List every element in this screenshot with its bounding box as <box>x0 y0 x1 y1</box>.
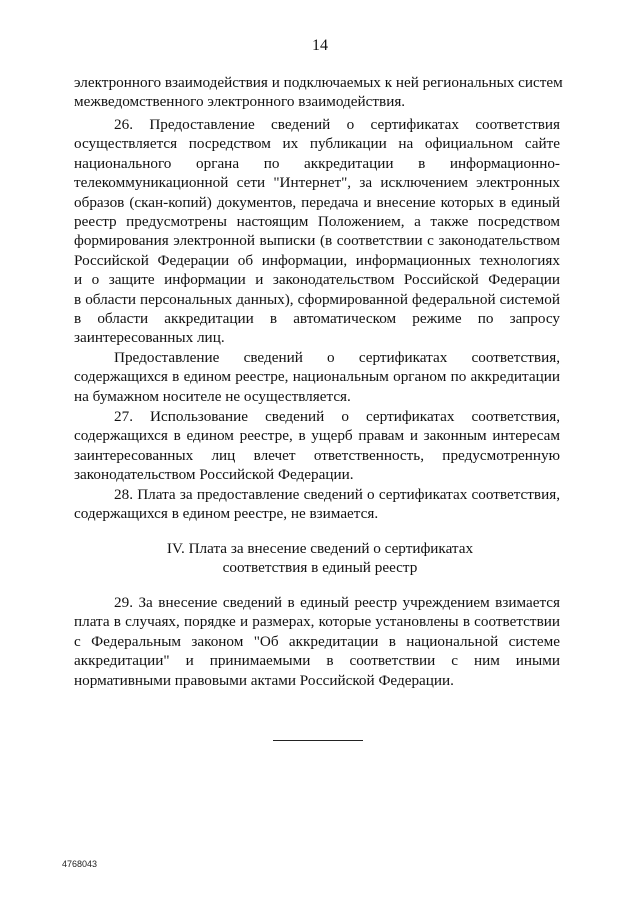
text-line: 29. За внесение сведений в единый реестр учреждением взимается <box>114 594 560 611</box>
text-line: содержащихся в едином реестре, не взимается. <box>74 505 379 523</box>
text-line: заинтересованных лиц. <box>74 329 225 347</box>
text-line: на бумажном носителе не осуществляется. <box>74 387 351 405</box>
text-line: Предоставление сведений о сертификатах соответствия, <box>114 349 560 366</box>
text-line: и о защите информации и законодательством Российской Федерации <box>74 271 560 289</box>
section-heading-line: соответствия в единый реестр <box>222 559 418 577</box>
text-line: межведомственного электронного взаимодействия. <box>74 93 406 111</box>
paragraph-28 <box>74 485 560 524</box>
text-line: телекоммуникационной сети "Интернет", за исключением электронных <box>74 174 560 192</box>
paragraph-26-paper <box>74 348 560 406</box>
text-line: национального органа по аккредитации в информационно- <box>74 154 560 172</box>
text-line: аккредитации" и принимаемыми в соответствии с ним иными <box>74 652 560 670</box>
continuation-paragraph <box>74 73 563 112</box>
text-line: Российской Федерации об информации, информационных технологиях <box>74 251 560 269</box>
page-number: 14 <box>312 37 328 54</box>
paragraph-29 <box>74 593 560 690</box>
text-line: 27. Использование сведений о сертификатах соответствия, <box>114 408 560 425</box>
text-line: нормативными правовыми актами Российской Федерации. <box>74 671 454 689</box>
section-heading-line: IV. Плата за внесение сведений о сертификатах <box>166 540 474 557</box>
text-line: законодательством Российской Федерации. <box>74 466 354 484</box>
end-divider <box>273 740 363 741</box>
text-line: содержащихся в едином реестре, в ущерб правам и законным интересам <box>74 427 560 445</box>
document-code: 4768043 <box>62 859 98 869</box>
text-line: плата в случаях, порядке и размерах, которые установлены в соответствии <box>74 613 560 631</box>
text-line: в области персональных данных), сформированной федеральной системой <box>74 290 560 308</box>
paragraph-26 <box>74 115 560 348</box>
text-line: электронного взаимодействия и подключаемых к ней региональных систем <box>74 74 563 91</box>
text-line: образов (скан-копий) документов, передача и внесение которых в единый <box>74 193 560 211</box>
text-line: с Федеральным законом "Об аккредитации в национальной системе <box>74 632 560 650</box>
text-line: формирования электронной выписки (в соответствии с законодательством <box>74 232 560 250</box>
text-line: 26. Предоставление сведений о сертификатах соответствия <box>114 116 560 133</box>
paragraph-27 <box>74 407 560 485</box>
text-line: содержащихся в едином реестре, национальным органом по аккредитации <box>74 368 560 386</box>
text-line: в области аккредитации в автоматическом режиме по запросу <box>74 310 560 328</box>
text-line: 28. Плата за предоставление сведений о сертификатах соответствия, <box>114 486 560 503</box>
text-line: реестр предусмотрены настоящим Положением, а также посредством <box>74 213 560 231</box>
text-line: осуществляется посредством их публикации на официальном сайте <box>74 135 560 153</box>
section-heading <box>0 539 640 578</box>
text-line: заинтересованных лиц влечет ответственность, предусмотренную <box>74 446 560 464</box>
